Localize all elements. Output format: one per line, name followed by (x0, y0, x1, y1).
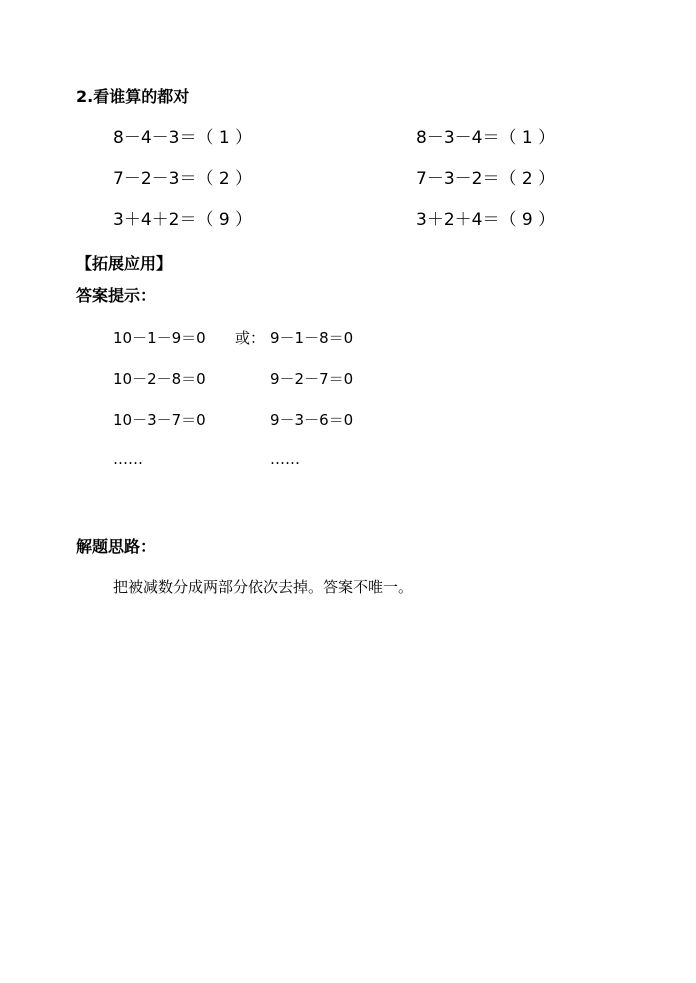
answer-row-2-left: 10－2－8＝0 (113, 370, 206, 388)
solution-label: 解题思路： (76, 537, 157, 556)
section-2-title: 2.看谁算的都对 (76, 87, 190, 106)
solution-text: 把被减数分成两部分依次去掉。答案不唯一。 (113, 578, 414, 596)
equation-row-1-right: 8－3－4＝（ 1 ） (416, 128, 556, 148)
answer-row-1-right: 9－1－8＝0 (270, 329, 354, 347)
equation-row-3-right: 3＋2＋4＝（ 9 ） (416, 210, 556, 230)
answer-row-3-left: 10－3－7＝0 (113, 411, 206, 429)
extension-title: 【拓展应用】 (76, 254, 173, 273)
answer-connector: 或： (235, 329, 266, 347)
answer-row-4-left: …… (113, 450, 143, 468)
equation-row-2-right: 7－3－2＝（ 2 ） (416, 169, 556, 189)
answer-row-2-right: 9－2－7＝0 (270, 370, 354, 388)
answer-row-1-left: 10－1－9＝0 (113, 329, 206, 347)
equation-row-3-left: 3＋4＋2＝（ 9 ） (113, 210, 253, 230)
answer-hint-label: 答案提示： (76, 286, 157, 305)
equation-row-2-left: 7－2－3＝（ 2 ） (113, 169, 253, 189)
answer-row-3-right: 9－3－6＝0 (270, 411, 354, 429)
equation-row-1-left: 8－4－3＝（ 1 ） (113, 128, 253, 148)
answer-row-4-right: …… (270, 450, 300, 468)
